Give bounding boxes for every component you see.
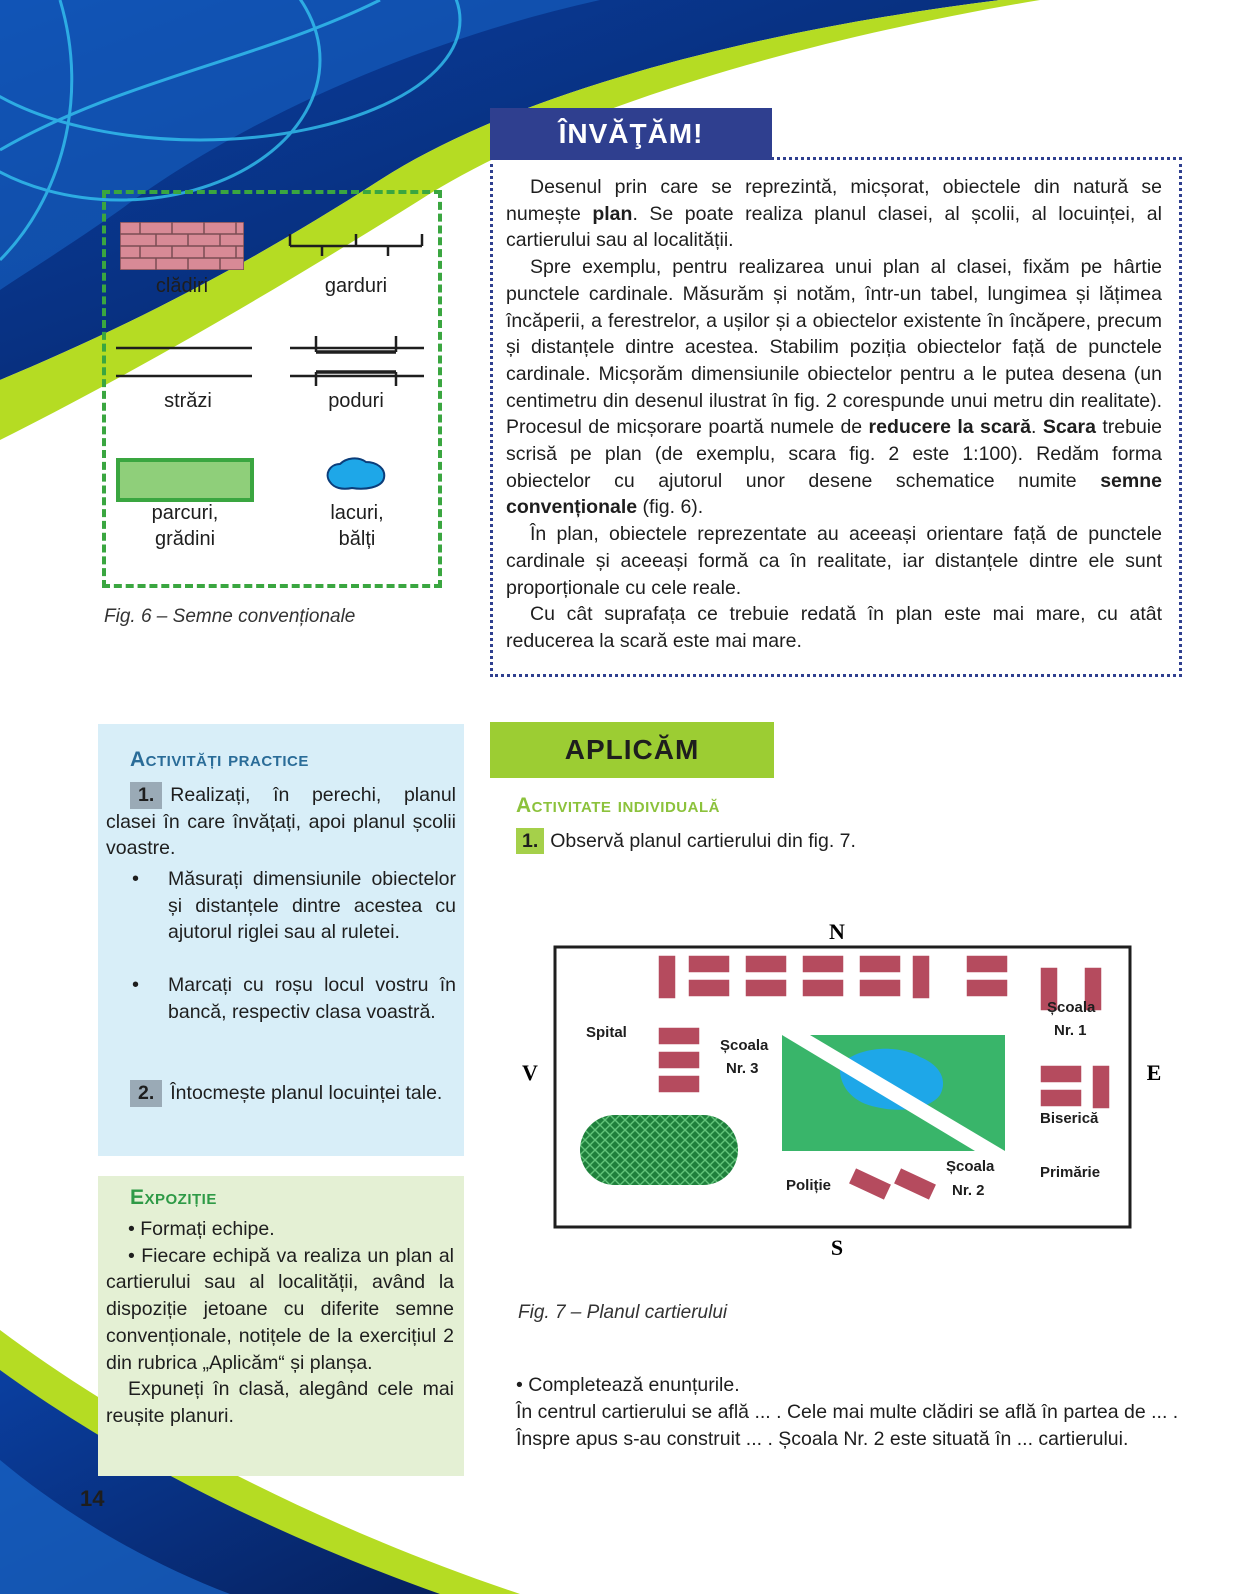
- map-label-scoala3-line1: Școala: [720, 1037, 769, 1054]
- map-west-label: V: [522, 1060, 538, 1085]
- map-label-scoala2-line2: Nr. 2: [952, 1182, 985, 1199]
- expozitie-paragraph: Expuneți în clasă, alegând cele mai reușite planuri.: [106, 1378, 454, 1427]
- practice-item-1: [106, 782, 456, 862]
- legend-label-parcuri-line2: grădini: [154, 528, 216, 550]
- legend-label-lacuri: [282, 500, 432, 552]
- map-north-label: N: [829, 919, 845, 944]
- fence-icon: [288, 232, 424, 256]
- map-label-scoala1-line2: Nr. 1: [1054, 1022, 1087, 1039]
- invatam-text: [506, 174, 1162, 655]
- map-label-primarie: Primărie: [1040, 1164, 1101, 1181]
- legend-label-parcuri-line1: parcuri,: [151, 502, 219, 524]
- legend-label-strazi: străzi: [164, 390, 212, 412]
- map-east-label: E: [1146, 1060, 1162, 1085]
- lake-icon: [324, 456, 388, 492]
- aplicam-title: APLICĂM: [490, 722, 774, 778]
- neighborhood-map: [520, 915, 1170, 1265]
- practice-bullet-1: Măsurați dimensiunile obiectelor și distanțele dintre acestea cu ajutorul riglei sau al ruletei.: [168, 868, 456, 944]
- legend-label-cladiri: clădiri: [155, 275, 209, 297]
- practice-item-2: [106, 1080, 456, 1107]
- practice-item-1-number: 1.: [130, 782, 162, 809]
- complete-statement-1: În centrul cartierului se află ... . Cele mai multe clădiri se află în partea de ... .: [516, 1401, 1179, 1423]
- bullet-icon: •: [132, 868, 140, 890]
- map-grove: [580, 1115, 738, 1185]
- practice-heading: Activități practice: [130, 748, 309, 771]
- brick-wall-icon: [120, 222, 244, 270]
- complete-statements: [492, 1372, 1180, 1453]
- individual-activity-heading: Activitate individuală: [516, 794, 720, 817]
- park-icon: [116, 458, 254, 502]
- legend-label-parcuri: [110, 500, 260, 552]
- legend-label-garduri: garduri: [324, 275, 388, 297]
- legend-label-lacuri-line2: bălți: [338, 528, 376, 550]
- practice-item-1-text: Realizați, în perechi, planul clasei în care învățați, apoi planul școlii voastre.: [106, 784, 456, 860]
- map-south-label: S: [830, 1235, 844, 1260]
- street-icon: [116, 340, 252, 380]
- invatam-paragraph-4: Cu cât suprafața ce trebuie redată în plan este mai mare, cu atât reducerea la scară este mai mare.: [506, 603, 1162, 652]
- map-label-scoala2-line1: Școala: [946, 1158, 995, 1175]
- invatam-paragraph-1: Desenul prin care se reprezintă, micșorat, obiectele din natură se numește plan. Se poate realiza planul clasei, al școlii, al locuinței, al cartierului sau al localității.: [506, 176, 1162, 252]
- expozitie-heading: Expoziție: [130, 1186, 217, 1209]
- invatam-paragraph-3: În plan, obiectele reprezentate au aceeași orientare față de punctele cardinale și aceeași formă ca în realitate, iar distanțele dintre ele sunt proporționale cu cele reale.: [506, 523, 1162, 599]
- invatam-title: ÎNVĂŢĂM!: [490, 108, 772, 160]
- complete-statement-2: Înspre apus s-au construit ... . Școala Nr. 2 este situată în ... cartierului.: [516, 1428, 1129, 1450]
- expozitie-text: [106, 1216, 454, 1430]
- complete-bullet: • Completează enunțurile.: [516, 1374, 740, 1396]
- map-label-scoala1-line1: Școala: [1047, 999, 1096, 1016]
- invatam-paragraph-2: Spre exemplu, pentru realizarea unui plan al clasei, fixăm pe hârtie punctele cardinale. Măsurăm și notăm, într-un tabel, lungimea și lățimea încăperii, a ferestrelor, a ușilor și a obiectelor existente în încăpere, precum și distanțele dintre acestea. Stabilim poziția obiectelor față de punctele cardinale. Micșorăm dimensiunile obiectelor pentru a le putea desena (un centimetru din desenul ilustrat în fig. 2 corespunde unui metru din realitate). Procesul de micșorare poartă numele de reducere la scară. Scara trebuie scrisă pe plan (de exemplu, scara fig. 2 este 1:100). Redăm forma obiectelor cu ajutorul unor desene schematice numite semne convenționale (fig. 6).: [506, 256, 1162, 519]
- map-label-spital: Spital: [586, 1024, 627, 1041]
- expozitie-bullet-1: • Formați echipe.: [128, 1218, 275, 1240]
- legend-label-poduri: poduri: [328, 390, 384, 412]
- map-label-biserica: Biserică: [1040, 1110, 1099, 1127]
- practice-item-2-text: Întocmește planul locuinței tale.: [170, 1082, 443, 1104]
- practice-bullet-2: Marcați cu roșu locul vostru în bancă, respectiv clasa voastră.: [168, 974, 456, 1023]
- task-1: [516, 828, 856, 854]
- legend-label-lacuri-line1: lacuri,: [330, 502, 384, 524]
- bridge-icon: [290, 332, 424, 386]
- fig6-caption: Fig. 6 – Semne convenționale: [104, 606, 356, 627]
- page-number: 14: [80, 1486, 105, 1511]
- task-1-number: 1.: [516, 828, 544, 854]
- fig7-caption: Fig. 7 – Planul cartierului: [518, 1302, 728, 1323]
- bullet-icon: •: [132, 974, 140, 996]
- map-label-scoala3-line2: Nr. 3: [726, 1060, 759, 1077]
- expozitie-bullet-2: • Fiecare echipă va realiza un plan al cartierului sau al localității, având la dispoziție jetoane cu diferite semne convenționale, notițele de la exercițiul 2 din rubrica „Aplicăm“ și planșa.: [106, 1244, 454, 1374]
- map-label-politie: Poliție: [786, 1177, 832, 1194]
- practice-item-2-number: 2.: [130, 1080, 162, 1107]
- task-1-text: Observă planul cartierului din fig. 7.: [550, 830, 856, 852]
